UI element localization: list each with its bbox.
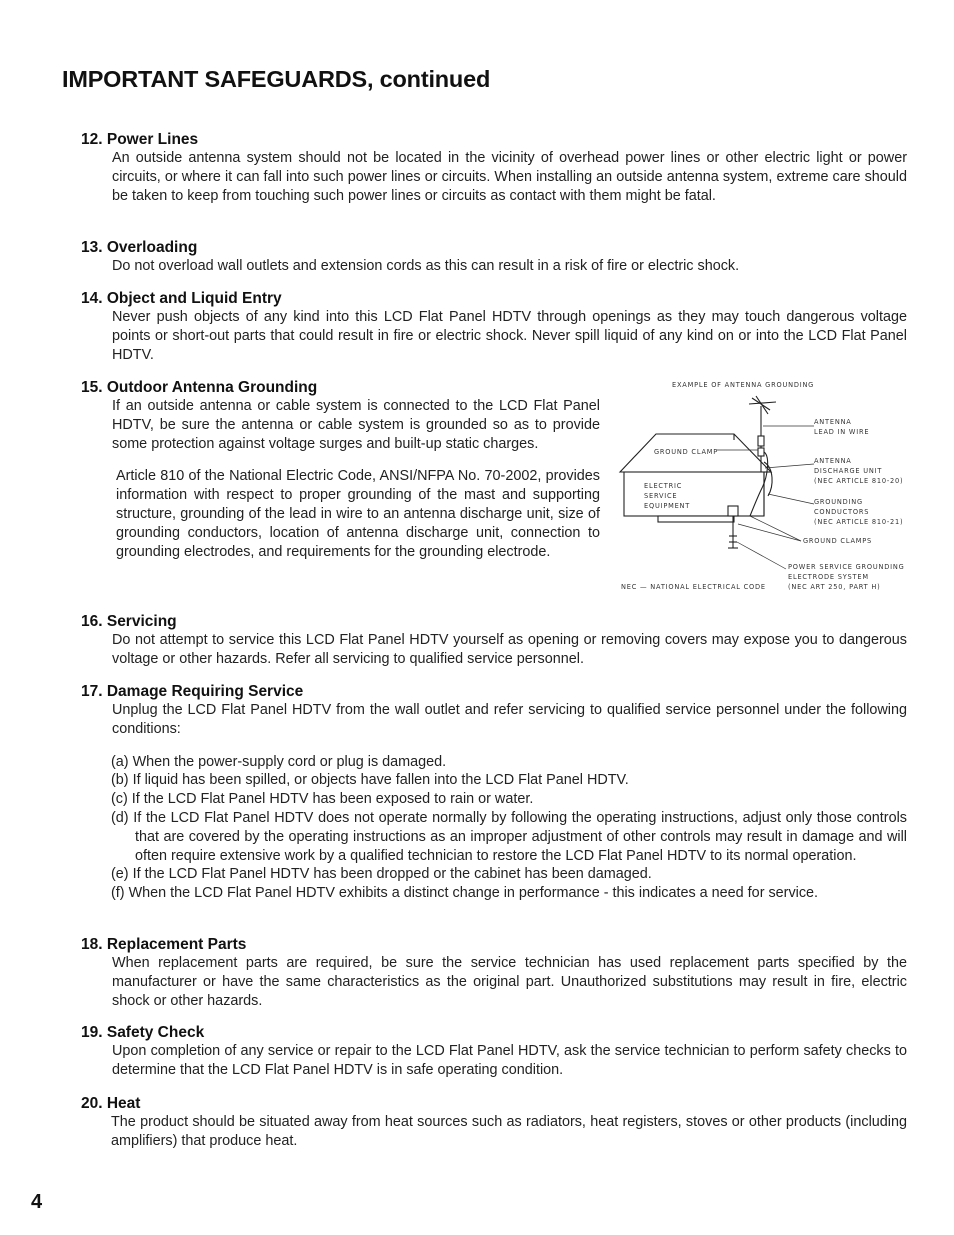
list-item: (e) If the LCD Flat Panel HDTV has been dropped or the cabinet has been damaged. — [111, 866, 652, 883]
conditions-list — [81, 753, 907, 903]
list-item: (a) When the power-supply cord or plug is damaged. — [111, 753, 447, 770]
section-replacement-parts — [81, 935, 907, 1010]
section-body-article: Article 810 of the National Electric Code, ANSI/NFPA No. 70-2002, provides information with respect to proper grounding of the mast and supporting structure, grounding of the lead in wire to an antenna discharge unit, size of grounding conductors, location of antenna discharge unit, connection to grounding electrodes, and requirements for the grounding electrode. — [116, 468, 600, 560]
page-number: 4 — [31, 1191, 43, 1213]
section-heading: 14. Object and Liquid Entry — [81, 290, 282, 307]
section-body: The product should be situated away from heat sources such as radiators, heat registers, stoves or other products (including amplifiers) that produce heat. — [111, 1114, 907, 1149]
section-body: Do not attempt to service this LCD Flat Panel HDTV yourself as opening or removing covers may expose you to dangerous voltage or other hazards. Refer all servicing to qualified service personnel. — [112, 632, 907, 667]
section-power-lines — [81, 130, 907, 205]
section-body: Upon completion of any service or repair to the LCD Flat Panel HDTV, ask the service technician to perform safety checks to determine that the LCD Flat Panel HDTV is in safe operating condition. — [112, 1043, 907, 1078]
section-overloading — [81, 238, 907, 276]
section-heading: 19. Safety Check — [81, 1024, 205, 1041]
ground-equipment — [728, 506, 738, 548]
section-heading: 17. Damage Requiring Service — [81, 683, 304, 700]
label-electric-service: EQUIPMENT — [644, 502, 691, 510]
section-outdoor-antenna-grounding — [81, 378, 600, 561]
label-antenna-lead: ANTENNA — [814, 418, 852, 426]
section-body: Unplug the LCD Flat Panel HDTV from the wall outlet and refer servicing to qualified service personnel under the following conditions: — [112, 702, 907, 737]
label-grounding-conductors: (NEC ARTICLE 810-21) — [814, 518, 904, 526]
list-item: (d) If the LCD Flat Panel HDTV does not operate normally by following the operating instructions, adjust only those controls that are covered by the operating instructions as an improper adjustment of other controls may result in damage and will often require extensive work by a qualified technician to restore the LCD Flat Panel HDTV to its normal operation. — [111, 809, 907, 864]
diagram-title: EXAMPLE OF ANTENNA GROUNDING — [672, 381, 815, 389]
section-heading: 16. Servicing — [81, 613, 177, 630]
section-body: Do not overload wall outlets and extension cords as this can result in a risk of fire or electric shock. — [112, 258, 740, 274]
section-heading: 12. Power Lines — [81, 131, 199, 148]
section-heading: 18. Replacement Parts — [81, 936, 247, 953]
section-body: When replacement parts are required, be sure the service technician has used replacement parts specified by the manufacturer or have the same characteristics as the original part. Unauthorized substitutions may result in fire, electric shock or other hazards. — [112, 955, 907, 1009]
label-ground-clamps: GROUND CLAMPS — [803, 537, 873, 545]
section-body: Never push objects of any kind into this LCD Flat Panel HDTV through openings as they may touch dangerous voltage points or short-out parts that could result in fire or electric shock. Never spill liquid of any kind on or into the LCD Flat Panel HDTV. — [112, 309, 907, 363]
label-antenna-lead: LEAD IN WIRE — [814, 428, 870, 436]
section-body: If an outside antenna or cable system is connected to the LCD Flat Panel HDTV, be sure the antenna or cable system is grounded so as to provide some protection against voltage surges and built-up static charges. — [112, 398, 600, 452]
section-servicing — [81, 612, 907, 669]
section-heading: 13. Overloading — [81, 239, 198, 256]
section-body: An outside antenna system should not be located in the vicinity of overhead power lines or other electric light or power circuits, or where it can fall into such power lines or circuits. When installing an outside antenna system, extreme care should be taken to keep from touching such power lines or circuits as contact with them might be fatal. — [112, 150, 907, 204]
label-electric-service: ELECTRIC — [644, 482, 683, 490]
label-discharge-unit: (NEC ARTICLE 810-20) — [814, 477, 904, 485]
list-item: (b) If liquid has been spilled, or objects have fallen into the LCD Flat Panel HDTV. — [111, 772, 629, 789]
label-grounding-conductors: GROUNDING — [814, 498, 863, 506]
label-discharge-unit: DISCHARGE UNIT — [814, 467, 883, 475]
list-item: (c) If the LCD Flat Panel HDTV has been exposed to rain or water. — [111, 791, 534, 808]
section-damage-requiring-service — [81, 682, 907, 903]
label-grounding-electrode: POWER SERVICE GROUNDING — [788, 563, 905, 571]
page-title: IMPORTANT SAFEGUARDS, continued — [62, 66, 491, 92]
label-nec: NEC — NATIONAL ELECTRICAL CODE — [621, 583, 766, 591]
section-heat — [81, 1094, 907, 1151]
list-item: (f) When the LCD Flat Panel HDTV exhibits a distinct change in performance - this indicates a need for service. — [111, 885, 819, 902]
label-ground-clamp: GROUND CLAMP — [654, 448, 719, 456]
section-heading: 20. Heat — [81, 1095, 141, 1112]
label-grounding-conductors: CONDUCTORS — [814, 508, 870, 516]
label-discharge-unit: ANTENNA — [814, 457, 852, 465]
antenna-grounding-diagram — [618, 376, 912, 598]
section-object-liquid-entry — [81, 289, 907, 364]
section-safety-check — [81, 1023, 907, 1080]
label-electric-service: SERVICE — [644, 492, 678, 500]
label-grounding-electrode: ELECTRODE SYSTEM — [788, 573, 869, 581]
label-grounding-electrode: (NEC ART 250, PART H) — [788, 583, 881, 591]
section-heading: 15. Outdoor Antenna Grounding — [81, 379, 318, 396]
